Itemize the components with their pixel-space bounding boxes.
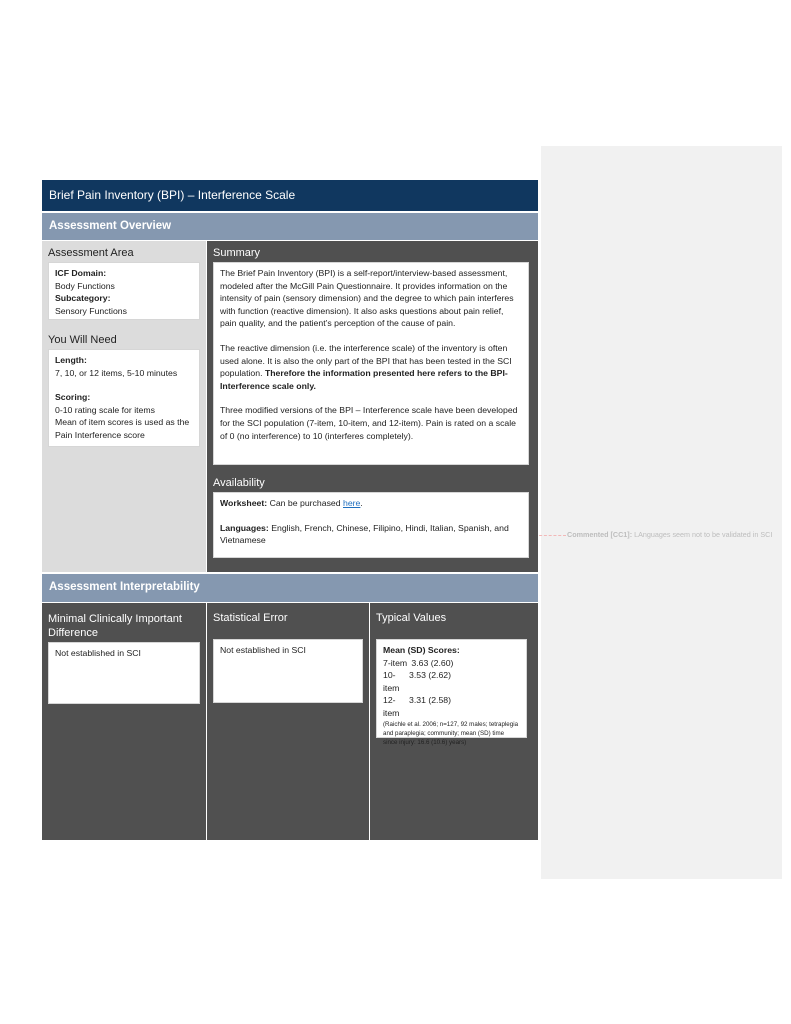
summary-heading: Summary: [213, 247, 261, 259]
availability-heading: Availability: [213, 477, 265, 489]
left-column: [42, 241, 206, 572]
assessment-area-box: [48, 262, 200, 320]
row-item: 10-item: [383, 670, 400, 693]
statistical-error-heading: Statistical Error: [213, 612, 288, 624]
row-value: 3.31 (2.58): [409, 695, 452, 706]
you-will-need-heading: You Will Need: [48, 334, 117, 346]
worksheet-text: Can be purchased: [269, 498, 341, 508]
mcid-text: Not established in SCI: [55, 648, 141, 658]
summary-p2-bold: Therefore the information presented here refers to the BPI-Interference scale only.: [220, 368, 508, 391]
row-item: 7-item: [383, 657, 408, 668]
languages-label: Languages:: [220, 522, 269, 533]
icf-value: Body Functions: [55, 280, 115, 291]
typical-values-label: Mean (SD) Scores:: [383, 645, 460, 655]
length-label: Length:: [55, 355, 87, 365]
languages-text: English, French, Chinese, Filipino, Hindi, Italian, Spanish, and Vietnamese: [220, 522, 509, 546]
scoring-line2: Mean of item scores is used as the Pain Interference score: [55, 417, 190, 440]
length-value: 7, 10, or 12 items, 5-10 minutes: [55, 367, 178, 378]
statistical-error-panel: [207, 603, 369, 840]
typical-values-panel: [370, 603, 538, 840]
typical-values-box: [376, 639, 527, 746]
typical-values-row: [383, 657, 520, 670]
subcategory-label: Subcategory:: [55, 293, 111, 304]
statistical-error-box: [213, 639, 363, 703]
comment-text: LAnguages seem not to be validated in SCI: [634, 530, 773, 539]
mcid-heading: Minimal Clinically Important Difference: [48, 613, 182, 639]
typical-values-row: [383, 694, 520, 719]
row-value: 3.63 (2.60): [411, 657, 454, 668]
summary-p2: The reactive dimension (i.e. the interference scale) of the inventory is often used alone. It is also the only part of the BPI that has been tested in the SCI population.: [220, 342, 512, 379]
interpretability-heading: Assessment Interpretability: [42, 574, 538, 602]
summary-box: [213, 262, 529, 465]
summary-p3: Three modified versions of the BPI – Interference scale have been developed for the SCI population (7-item, 10-item, and 12-item). Pain is rated on a scale of 0 (no interference) to 10 (interferes completely).: [220, 405, 518, 441]
right-column: [207, 241, 538, 572]
worksheet-label: Worksheet:: [220, 498, 268, 508]
scoring-line1: 0-10 rating scale for items: [55, 404, 155, 415]
row-value: 3.53 (2.62): [409, 670, 452, 681]
subcategory-value: Sensory Functions: [55, 305, 127, 316]
overview-heading: Assessment Overview: [42, 213, 538, 240]
comment-balloon[interactable]: [567, 530, 779, 539]
typical-values-heading: Typical Values: [376, 612, 447, 624]
availability-box: Worksheet: Can be purchased here. Languages: English, French, Chinese, Filipino, Hindi, Italian, Spanish, and Vietnamese: [213, 492, 529, 558]
summary-p1: The Brief Pain Inventory (BPI) is a self-report/interview-based assessment, modeled after the McGill Pain Questionnaire. It provides information on the intensity of pain (sensory dimension) and the degree to which pain interferes with function (reactive dimension). It also asks questions about pain relief, pain quality, and the patient’s perception of the cause of pain.: [220, 268, 514, 329]
mcid-panel: [42, 603, 206, 840]
typical-values-reference: (Raichle et al. 2006; n=127, 92 males; tetraplegia and paraplegia; community; mean (SD) time since injury: 16.6 (10.6) years): [383, 720, 519, 746]
scoring-label: Scoring:: [55, 392, 91, 403]
comment-pane: [541, 146, 782, 879]
typical-values-row: [383, 669, 520, 694]
icf-label: ICF Domain:: [55, 268, 107, 278]
you-will-need-box: [48, 349, 200, 447]
statistical-error-text: Not established in SCI: [220, 645, 306, 655]
worksheet-link[interactable]: here: [343, 498, 361, 508]
mcid-box: [48, 642, 200, 704]
row-item: 12-item: [383, 695, 400, 718]
comment-label: Commented [CC1]:: [567, 530, 633, 539]
assessment-area-heading: Assessment Area: [48, 247, 134, 259]
page-title: Brief Pain Inventory (BPI) – Interference Scale: [42, 180, 538, 211]
